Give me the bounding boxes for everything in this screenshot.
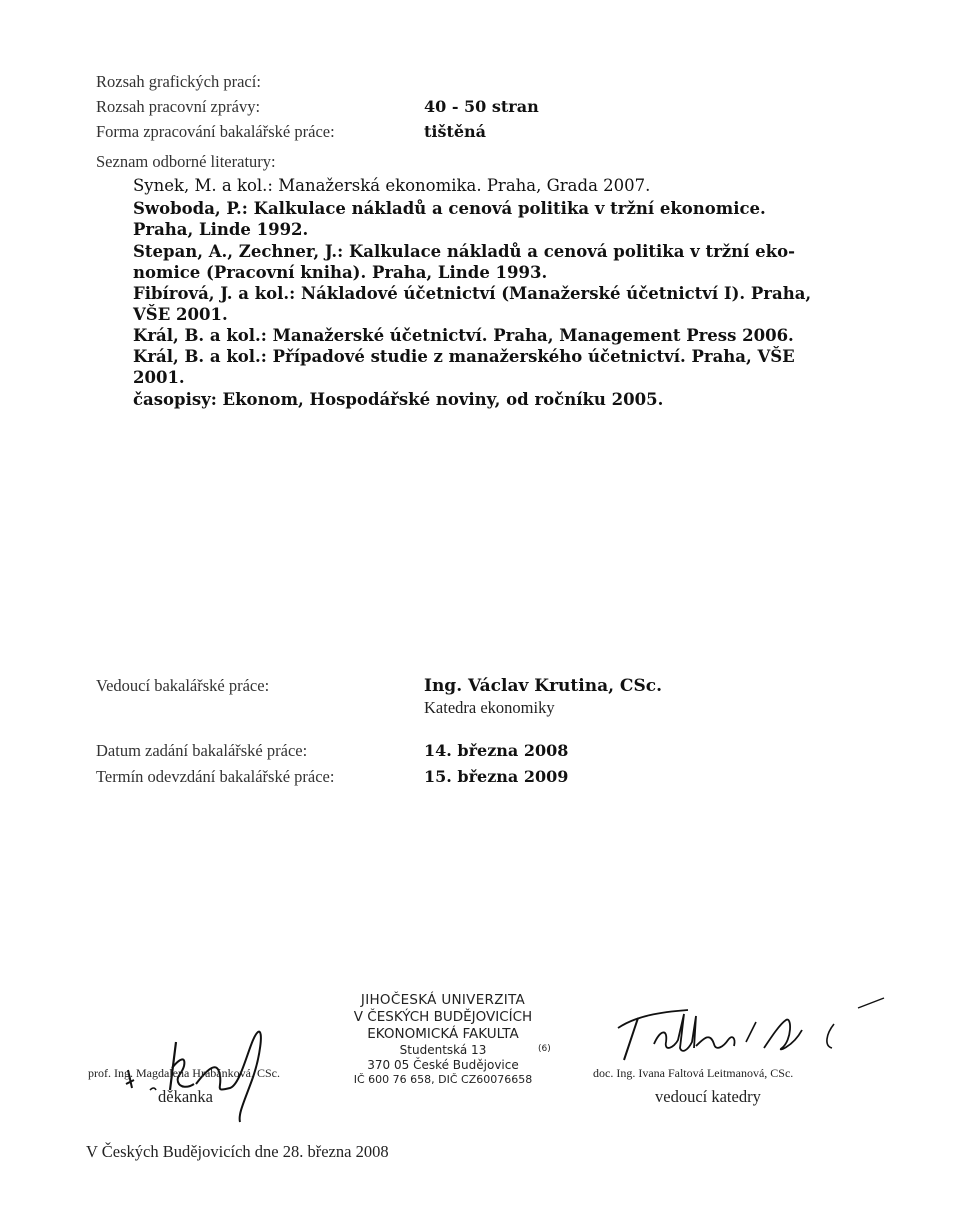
seznam-literatury-label: Seznam odborné literatury: xyxy=(96,152,276,171)
head-name: doc. Ing. Ivana Faltová Leitmanová, CSc. xyxy=(593,1066,794,1080)
head-signature xyxy=(596,988,886,1068)
vedouci-department: Katedra ekonomiky xyxy=(424,698,555,717)
stamp-line-4-suffix: (6) xyxy=(538,1044,551,1054)
literature-line-6: Fibírová, J. a kol.: Nákladové účetnictví (Manažerské účetnictví I). Praha, xyxy=(133,284,812,303)
forma-value: tištěná xyxy=(424,122,487,141)
dean-name: prof. Ing. Magdalena Hrabánková, CSc. xyxy=(88,1066,280,1080)
rozsah-prace-value: 40 - 50 stran xyxy=(424,97,539,116)
dean-role: děkanka xyxy=(158,1087,213,1106)
literature-line-7: VŠE 2001. xyxy=(133,305,228,324)
literature-line-10: 2001. xyxy=(133,368,185,387)
datum-zadani-value: 14. března 2008 xyxy=(424,741,569,760)
place-date: V Českých Budějovicích dne 28. března 2008 xyxy=(86,1142,389,1161)
termin-odevzdani-value: 15. března 2009 xyxy=(424,767,569,786)
stamp-line-3: EKONOMICKÁ FAKULTA xyxy=(367,1026,519,1042)
literature-line-3: Praha, Linde 1992. xyxy=(133,220,309,239)
stamp-line-6: IČ 600 76 658, DIČ CZ60076658 xyxy=(353,1073,533,1086)
literature-line-1: Synek, M. a kol.: Manažerská ekonomika. Praha, Grada 2007. xyxy=(133,176,651,195)
literature-line-4: Stepan, A., Zechner, J.: Kalkulace nákladů a cenová politika v tržní eko- xyxy=(133,242,795,261)
stamp-line-4: Studentská 13 xyxy=(399,1043,487,1057)
stamp-line-2: V ČESKÝCH BUDĚJOVICÍCH xyxy=(353,1009,533,1025)
literature-line-2: Swoboda, P.: Kalkulace nákladů a cenová politika v tržní ekonomice. xyxy=(133,199,766,218)
rozsah-prace-label: Rozsah pracovní zprávy: xyxy=(96,97,261,116)
literature-line-11: časopisy: Ekonom, Hospodářské noviny, od ročníku 2005. xyxy=(133,390,664,409)
stamp-line-1: JIHOČESKÁ UNIVERZITA xyxy=(360,992,526,1008)
rozsah-grafickych-label: Rozsah grafických prací: xyxy=(96,72,261,91)
vedouci-label: Vedoucí bakalářské práce: xyxy=(96,676,270,695)
literature-line-9: Král, B. a kol.: Případové studie z manažerského účetnictví. Praha, VŠE xyxy=(133,347,795,366)
termin-odevzdani-label: Termín odevzdání bakalářské práce: xyxy=(96,767,335,786)
vedouci-name: Ing. Václav Krutina, CSc. xyxy=(424,676,662,696)
datum-zadani-label: Datum zadání bakalářské práce: xyxy=(96,741,308,760)
forma-label: Forma zpracování bakalářské práce: xyxy=(96,122,335,141)
literature-line-5: nomice (Pracovní kniha). Praha, Linde 1993. xyxy=(133,263,548,282)
literature-line-8: Král, B. a kol.: Manažerské účetnictví. Praha, Management Press 2006. xyxy=(133,326,794,345)
stamp-line-5: 370 05 České Budějovice xyxy=(367,1058,519,1072)
head-role: vedoucí katedry xyxy=(655,1087,761,1106)
